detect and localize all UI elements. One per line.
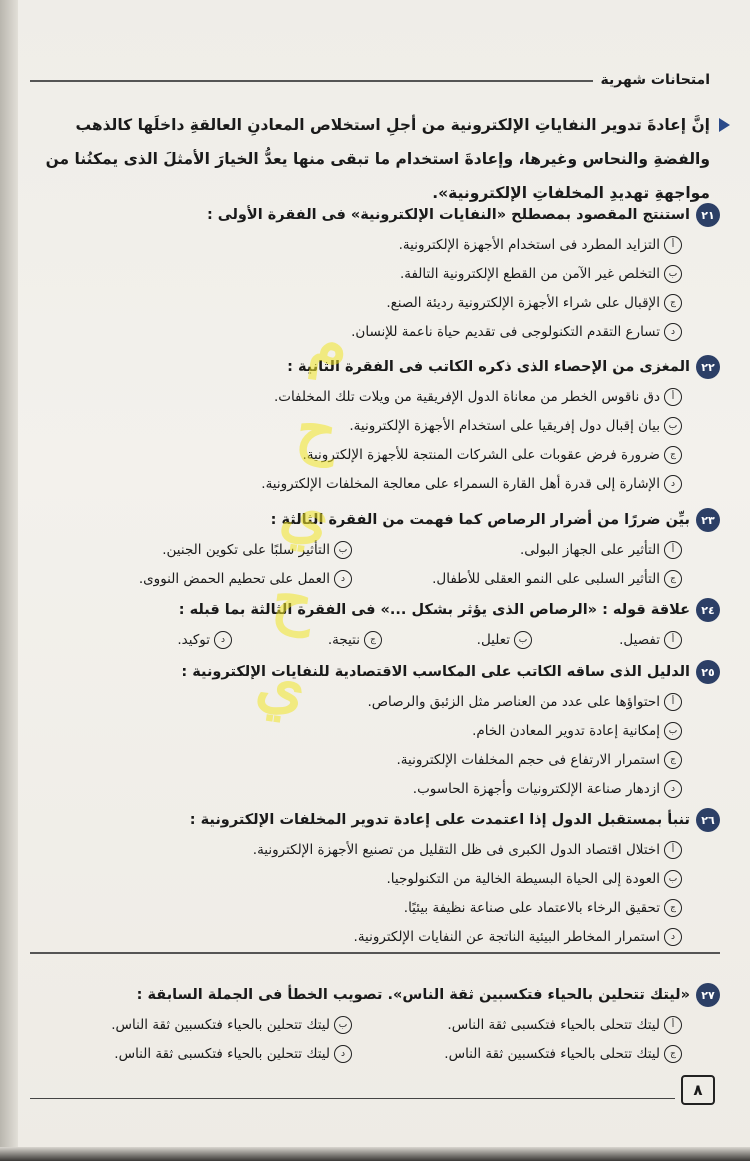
option-text: استمرار المخاطر البيئية الناتجة عن النفايات الإلكترونية. xyxy=(353,928,660,945)
option-text: ليتك تتحلين بالحياء فتكسبى ثقة الناس. xyxy=(114,1045,330,1062)
option-a[interactable] xyxy=(352,1010,682,1039)
question-number-badge: ٢١ xyxy=(696,203,720,227)
option-letter-icon: ج xyxy=(664,1045,682,1063)
question-text: بيِّن ضررًا من أضرار الرصاص كما فهمت من الفقرة الثالثة : xyxy=(270,512,690,528)
page-header xyxy=(30,68,710,92)
question-number-badge: ٢٣ xyxy=(696,508,720,532)
option-text: التزايد المطرد فى استخدام الأجهزة الإلكترونية. xyxy=(398,236,660,253)
option-letter-icon: د xyxy=(334,570,352,588)
option-letter-icon: د xyxy=(664,928,682,946)
option-d[interactable] xyxy=(82,625,232,654)
question-text: علاقة قوله : «الرصاص الذى يؤثر بشكل ...» فى الفقرة الثالثة بما قبله : xyxy=(178,602,690,618)
option-letter-icon: ب xyxy=(334,541,352,559)
option-text: ليتك تتحلى بالحياء فتكسبى ثقة الناس. xyxy=(447,1016,660,1033)
page-number: ٨ xyxy=(681,1075,715,1105)
question-21 xyxy=(28,200,720,346)
option-text: توكيد. xyxy=(177,631,210,648)
option-letter-icon: د xyxy=(214,631,232,649)
option-text: الإشارة إلى قدرة أهل القارة السمراء على معالجة المخلفات الإلكترونية. xyxy=(261,475,660,492)
option-c[interactable] xyxy=(28,893,682,922)
option-text: ليتك تتحلين بالحياء فتكسبين ثقة الناس. xyxy=(111,1016,330,1033)
option-text: العمل على تحطيم الحمض النووى. xyxy=(138,570,330,587)
option-text: اختلال اقتصاد الدول الكبرى فى ظل التقليل من تصنيع الأجهزة الإلكترونية. xyxy=(252,841,660,858)
option-c[interactable] xyxy=(28,440,682,469)
option-letter-icon: ب xyxy=(334,1016,352,1034)
option-a[interactable] xyxy=(28,835,682,864)
question-27 xyxy=(28,980,720,1068)
question-text: المغزى من الإحصاء الذى ذكره الكاتب فى الفقرة الثانية : xyxy=(287,359,690,375)
option-a[interactable] xyxy=(532,625,682,654)
option-text: استمرار الارتفاع فى حجم المخلفات الإلكترونية. xyxy=(396,751,660,768)
question-text: «ليتك تتحلين بالحياء فتكسبين ثقة الناس». تصويب الخطأ فى الجملة السابقة : xyxy=(136,987,690,1003)
option-d[interactable] xyxy=(28,317,682,346)
option-c[interactable] xyxy=(352,1039,682,1068)
question-22 xyxy=(28,352,720,498)
question-text: الدليل الذى ساقه الكاتب على المكاسب الاقتصادية للنفايات الإلكترونية : xyxy=(181,664,690,680)
option-letter-icon: أ xyxy=(664,841,682,859)
option-text: تحقيق الرخاء بالاعتماد على صناعة نظيفة بيئيًا. xyxy=(403,899,660,916)
question-25 xyxy=(28,657,720,803)
watermark-char: ي xyxy=(275,474,335,555)
question-number-badge: ٢٧ xyxy=(696,983,720,1007)
option-letter-icon: أ xyxy=(664,1016,682,1034)
option-d[interactable] xyxy=(28,774,682,803)
option-d[interactable] xyxy=(22,1039,352,1068)
option-c[interactable] xyxy=(232,625,382,654)
option-letter-icon: د xyxy=(334,1045,352,1063)
option-letter-icon: ب xyxy=(664,722,682,740)
option-letter-icon: ج xyxy=(664,751,682,769)
page-binding-shadow xyxy=(0,0,18,1161)
option-b[interactable] xyxy=(28,716,682,745)
option-text: إمكانية إعادة تدوير المعادن الخام. xyxy=(472,722,660,739)
question-23 xyxy=(28,505,720,593)
option-letter-icon: أ xyxy=(664,388,682,406)
option-c[interactable] xyxy=(28,288,682,317)
option-text: ازدهار صناعة الإلكترونيات وأجهزة الحاسوب. xyxy=(412,780,660,797)
option-letter-icon: د xyxy=(664,475,682,493)
passage-excerpt xyxy=(30,108,710,210)
option-text: ضرورة فرض عقوبات على الشركات المنتجة للأجهزة الإلكترونية. xyxy=(302,446,660,463)
option-letter-icon: ج xyxy=(664,570,682,588)
option-letter-icon: ب xyxy=(664,870,682,888)
option-letter-icon: ج xyxy=(664,899,682,917)
option-letter-icon: ج xyxy=(364,631,382,649)
option-text: تعليل. xyxy=(476,631,510,648)
question-number-badge: ٢٥ xyxy=(696,660,720,684)
option-b[interactable] xyxy=(28,864,682,893)
option-text: التأثير السلبى على النمو العقلى للأطفال. xyxy=(432,570,660,587)
option-text: الإقبال على شراء الأجهزة الإلكترونية رديئة الصنع. xyxy=(386,294,660,311)
footer-rule xyxy=(30,1098,675,1099)
watermark-char: ي xyxy=(252,645,311,725)
option-text: تفصيل. xyxy=(619,631,660,648)
option-text: تسارع التقدم التكنولوجى فى تقديم حياة ناعمة للإنسان. xyxy=(351,323,660,340)
option-text: التخلص غير الآمن من القطع الإلكترونية التالفة. xyxy=(399,265,660,282)
option-b[interactable] xyxy=(28,411,682,440)
option-letter-icon: أ xyxy=(664,631,682,649)
question-26 xyxy=(28,805,720,951)
question-number-badge: ٢٤ xyxy=(696,598,720,622)
question-24 xyxy=(28,595,720,654)
option-letter-icon: ج xyxy=(664,446,682,464)
option-letter-icon: ب xyxy=(664,265,682,283)
option-b[interactable] xyxy=(22,1010,352,1039)
option-d[interactable] xyxy=(28,922,682,951)
passage-text: إنَّ إعادةَ تدوير النفاياتِ الإلكترونية من أجلِ استخلاص المعادنِ العالقةِ داخلَها كالذهب والفضةِ والنحاس وغيرها، وإعادةَ استخدام ما تبقى منها يعدُّ الخيارَ الأمثلَ الذى يمكنُنا من مواجهةِ تهديدِ المخلفاتِ الإلكترونية». xyxy=(45,116,710,202)
page-bottom-shadow xyxy=(0,1147,750,1161)
section-divider xyxy=(30,952,720,954)
question-number-badge: ٢٢ xyxy=(696,355,720,379)
option-letter-icon: ب xyxy=(664,417,682,435)
question-number-badge: ٢٦ xyxy=(696,808,720,832)
option-b[interactable] xyxy=(22,535,352,564)
option-letter-icon: أ xyxy=(664,693,682,711)
option-text: التأثير سلبًا على تكوين الجنين. xyxy=(162,541,330,558)
option-c[interactable] xyxy=(28,745,682,774)
option-b[interactable] xyxy=(382,625,532,654)
option-a[interactable] xyxy=(28,382,682,411)
option-text: ليتك تتحلى بالحياء فتكسبين ثقة الناس. xyxy=(444,1045,660,1062)
option-b[interactable] xyxy=(28,259,682,288)
passage-arrow-icon xyxy=(719,118,730,132)
option-d[interactable] xyxy=(22,564,352,593)
option-letter-icon: د xyxy=(664,323,682,341)
option-letter-icon: أ xyxy=(664,236,682,254)
option-text: دق ناقوس الخطر من معاناة الدول الإفريقية من ويلات تلك المخلفات. xyxy=(273,388,660,405)
option-text: احتواؤها على عدد من العناصر مثل الزئبق والرصاص. xyxy=(367,693,660,710)
watermark-char: ح xyxy=(292,390,342,469)
option-letter-icon: د xyxy=(664,780,682,798)
option-d[interactable] xyxy=(28,469,682,498)
option-a[interactable] xyxy=(352,535,682,564)
header-rule xyxy=(30,80,593,82)
option-letter-icon: ب xyxy=(514,631,532,649)
option-text: نتيجة. xyxy=(327,631,360,648)
option-text: العودة إلى الحياة البسيطة الخالية من التكنولوجيا. xyxy=(386,870,660,887)
watermark-char: م xyxy=(304,305,354,383)
option-text: التأثير على الجهاز البولى. xyxy=(520,541,660,558)
option-a[interactable] xyxy=(28,230,682,259)
question-text: استنتج المقصود بمصطلح «النفايات الإلكترونية» فى الفقرة الأولى : xyxy=(206,207,690,223)
option-text: بيان إقبال دول إفريقيا على استخدام الأجهزة الإلكترونية. xyxy=(349,417,660,434)
question-text: تنبأ بمستقبل الدول إذا اعتمدت على إعادة تدوير المخلفات الإلكترونية : xyxy=(189,812,690,828)
option-a[interactable] xyxy=(28,687,682,716)
header-title: امتحانات شهرية xyxy=(600,72,710,88)
watermark-char: ح xyxy=(268,560,319,639)
option-c[interactable] xyxy=(352,564,682,593)
option-letter-icon: ج xyxy=(664,294,682,312)
option-letter-icon: أ xyxy=(664,541,682,559)
